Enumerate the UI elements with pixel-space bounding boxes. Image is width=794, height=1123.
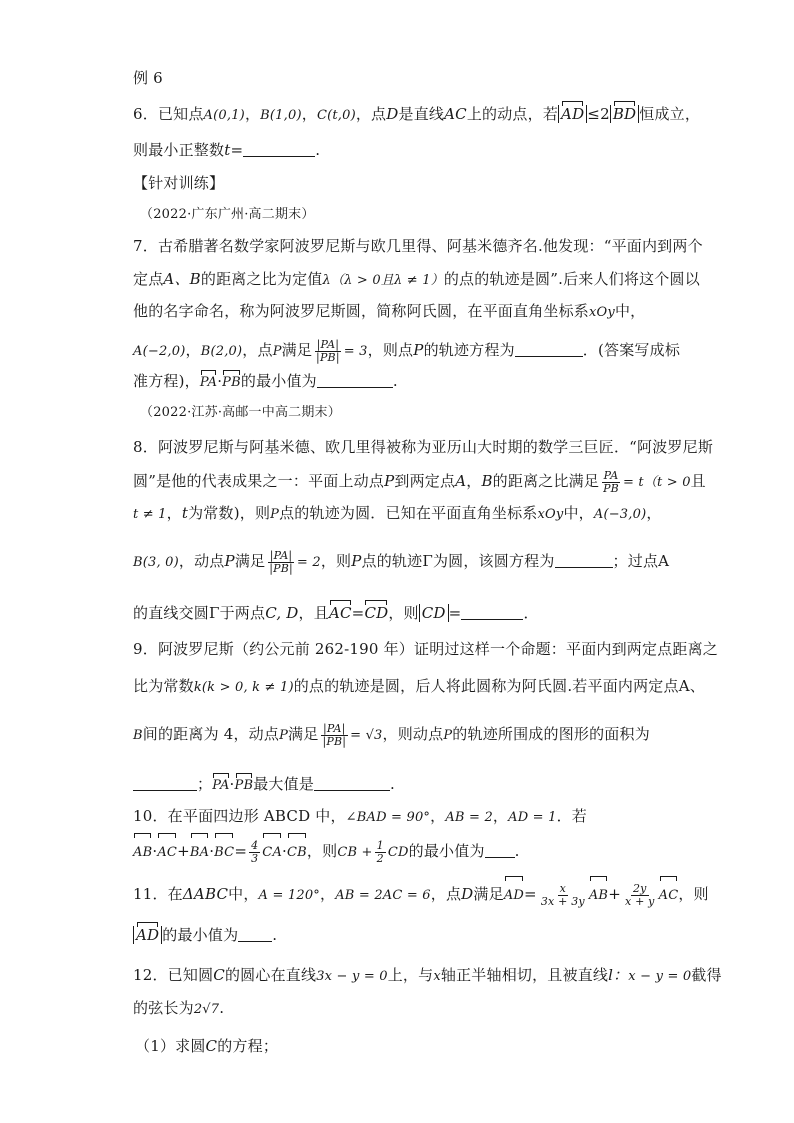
sep: ， — [646, 504, 662, 522]
circle-c: C — [213, 966, 225, 984]
q8-text: ，且 — [298, 604, 329, 622]
q10-text: . — [514, 842, 520, 860]
k-condition: k(k > 0, k ≠ 1) — [193, 680, 294, 695]
sep: 、 — [689, 677, 705, 695]
point-a: A(0,1) — [203, 108, 245, 123]
vector-ba: BA — [190, 836, 209, 870]
lambda-condition: λ（λ > 0且λ ≠ 1） — [322, 273, 444, 288]
vector-ac: AC — [328, 604, 352, 622]
point-p: P — [351, 552, 362, 570]
abs-ad — [558, 105, 587, 123]
sep: ， — [320, 885, 336, 903]
fraction-coef1 — [539, 883, 587, 908]
point-p: P — [272, 344, 282, 359]
fraction-denominator: |PB| — [269, 561, 293, 575]
q8-text: 中， — [563, 504, 594, 522]
point-c: C(t,0) — [316, 108, 356, 123]
sep: ， — [301, 105, 317, 123]
q9-text: ； — [197, 775, 213, 793]
point-p: P — [443, 728, 453, 743]
fraction-numerator: 1 — [376, 838, 384, 852]
example-label: 例 6 — [133, 69, 163, 87]
point-b: B — [133, 728, 143, 743]
q7-line1: 7．古希腊著名数学家阿波罗尼斯与欧几里得、阿基米德齐名.他发现：“平面内到两个 — [133, 237, 703, 255]
dot-sign: · — [217, 372, 223, 390]
point-p: P — [413, 341, 424, 359]
q12-text: 的方程； — [217, 1037, 279, 1055]
ratio-fraction — [601, 470, 621, 495]
q8-text: 的直线交圆Γ于两点 — [133, 604, 266, 622]
q6-text: 上的动点，若 — [466, 105, 559, 123]
q12-text: 的弦长为 — [133, 999, 194, 1017]
vector-pa: PA — [200, 373, 217, 393]
fraction-denominator: PB — [603, 481, 619, 495]
q7-text: 准方程)， — [133, 372, 200, 390]
q8-line2 — [133, 466, 706, 496]
q8-line5 — [133, 603, 539, 623]
vector-ab: AB — [133, 836, 152, 870]
point-b: B(1,0) — [260, 108, 302, 123]
q8-text: 满足 — [234, 552, 266, 570]
q6-text: 是直线 — [398, 105, 445, 123]
point-p: P — [384, 472, 395, 490]
q6-line1 — [133, 104, 700, 126]
q12-line1 — [133, 965, 722, 987]
vector-cb: CB — [287, 836, 307, 870]
q12-text: 的圆心在直线 — [224, 966, 317, 984]
sep: ， — [492, 807, 509, 825]
q6-text: 则最小正整数 — [133, 141, 225, 159]
q9-text: ，则动点 — [382, 725, 444, 743]
line-l: l： — [608, 966, 629, 984]
eq-sign: = — [230, 141, 244, 159]
fraction-numerator: |PA| — [269, 548, 293, 562]
eq-sign: = — [234, 842, 248, 860]
q10-text: ，则 — [306, 842, 338, 860]
answer-blank[interactable] — [133, 776, 197, 791]
q12-text: . — [219, 999, 225, 1017]
q12-text: 截得 — [691, 966, 722, 984]
q7-text: . — [392, 372, 398, 390]
dot-sign: · — [152, 842, 158, 860]
line-equation: 3x − y = 0 — [316, 969, 388, 984]
point-d: D — [461, 885, 474, 903]
vector-ac: AC — [157, 836, 177, 870]
q8-text: ；过点A — [612, 552, 670, 570]
q9-line1: 9．阿波罗尼斯（约公元前 262-190 年）证明过这样一个命题：平面内到两定点距离之 — [133, 640, 719, 658]
fraction-four-thirds — [249, 840, 260, 865]
q7-text: 定点 — [133, 270, 164, 288]
abs-bd — [610, 105, 639, 123]
point-b: B(2,0) — [200, 344, 243, 359]
point-p: P — [279, 728, 289, 743]
fraction-denominator: x + y — [624, 894, 655, 908]
q12-line2 — [133, 998, 224, 1020]
length-ab: AB = 2 — [445, 810, 493, 825]
fraction-numerator: |PA| — [316, 337, 340, 351]
q8-source: （2022·江苏·高邮一中高二期末） — [140, 405, 341, 420]
circle-c: C — [205, 1037, 218, 1055]
le-sign: ≤2 — [587, 105, 610, 123]
q8-text: 到两定点 — [394, 472, 456, 490]
point-p: P — [224, 552, 235, 570]
q7-text: 的距离之比为定值 — [200, 270, 323, 288]
q8-line3 — [133, 503, 662, 525]
var-t: t — [181, 504, 189, 522]
abs-ad — [133, 926, 162, 944]
point-p: P — [270, 507, 280, 522]
chord-length: 2√7 — [193, 1002, 220, 1017]
answer-blank[interactable] — [461, 605, 523, 620]
vector-cd: CD — [364, 604, 389, 622]
q7-text: 的点的轨迹是圆”.后来人们将这个圆以 — [443, 270, 700, 288]
sep: ， — [466, 472, 482, 490]
expression: CD — [387, 845, 409, 860]
vector-ca: CA — [262, 836, 282, 870]
coord-system: xOy — [589, 305, 615, 320]
fraction-denominator: 3 — [251, 851, 259, 865]
line-ac: AC — [444, 105, 467, 123]
q9-text: . — [390, 775, 395, 793]
dot-sign: · — [229, 775, 235, 793]
fraction-denominator: 3x + 3y — [540, 894, 585, 908]
q9-line2 — [133, 676, 705, 698]
vector-ac: AC — [659, 879, 679, 913]
q7-source: （2022·广东广州·高二期末） — [140, 207, 315, 222]
q6-line2 — [133, 140, 320, 160]
angle-bad: ∠BAD = 90° — [345, 810, 431, 825]
line-equation: x − y = 0 — [628, 969, 692, 984]
eq-sign: = — [448, 604, 462, 622]
q12-text: 轴正半轴相切，且被直线 — [440, 966, 609, 984]
q8-line4 — [133, 545, 669, 577]
length-relation: AB = 2AC = 6 — [335, 888, 431, 903]
q8-text: 点的轨迹为圆．已知在平面直角坐标系 — [279, 504, 538, 522]
length-ad: AD = 1 — [508, 810, 557, 825]
vector-bc: BC — [214, 836, 234, 870]
vector-ab: AB — [589, 879, 608, 913]
q11-text: . — [272, 926, 278, 944]
dot-sign: · — [282, 842, 288, 860]
q9-line4 — [133, 774, 395, 796]
fraction-numerator: PA — [603, 468, 619, 482]
q8-text: ，动点 — [178, 552, 225, 570]
abs-cd: CD — [419, 604, 449, 622]
t-condition: = t（t > 0 — [622, 475, 691, 490]
fraction-coef2 — [623, 883, 657, 908]
q8-text: ，则 — [388, 604, 419, 622]
q11-line2 — [133, 925, 277, 945]
q6-text: . — [315, 141, 321, 159]
point-a: A — [455, 472, 467, 490]
answer-blank[interactable] — [238, 927, 272, 942]
ratio-fraction — [267, 550, 295, 575]
q7-line4 — [133, 334, 680, 366]
sep: ， — [430, 807, 446, 825]
answer-blank[interactable] — [515, 342, 583, 357]
points-ab: A、B — [163, 270, 201, 288]
q7-line3 — [133, 301, 645, 323]
q7-text: 的最小值为 — [240, 372, 317, 390]
q9-line3 — [133, 718, 650, 750]
fraction-denominator: 2 — [376, 851, 384, 865]
sep: ， — [185, 341, 201, 359]
q10-text: 10．在平面四边形 ABCD 中， — [133, 807, 346, 825]
point-a: A — [678, 677, 690, 695]
sep: ， — [244, 105, 261, 123]
triangle-abc: ΔABC — [182, 885, 229, 903]
var-x: x — [433, 969, 441, 984]
expression: CB + — [337, 845, 373, 860]
ratio-fraction — [314, 339, 342, 364]
answer-blank[interactable] — [555, 553, 613, 568]
q10-line2 — [133, 834, 520, 868]
eq-sign: = — [351, 604, 365, 622]
q9-text: 的点的轨迹是圆，后人将此圆称为阿氏圆.若平面内两定点 — [293, 677, 679, 695]
fraction-denominator: |PB| — [322, 734, 347, 748]
fraction-denominator: |PB| — [316, 350, 340, 364]
vector-pb: PB — [222, 373, 241, 393]
sep: ， — [166, 504, 182, 522]
q8-line1: 8．阿波罗尼斯与阿基米德、欧几里得被称为亚历山大时期的数学三巨匠．“阿波罗尼斯 — [133, 438, 714, 456]
eq-value: = 2 — [296, 555, 321, 570]
q7-line5 — [133, 371, 398, 393]
q11-text: 11．在 — [133, 885, 183, 903]
t-condition: t ≠ 1 — [133, 507, 167, 522]
q8-text: 圆”是他的代表成果之一：平面上动点 — [133, 472, 385, 490]
vector-bd: BD — [612, 105, 637, 123]
vector-ad: AD — [504, 879, 524, 913]
q11-text: ，点 — [430, 885, 462, 903]
q7-text: ．(答案写成标 — [582, 341, 681, 359]
point-a: A(−3,0) — [593, 507, 647, 522]
eq-sign: = — [524, 885, 537, 903]
q10-line1 — [133, 806, 587, 828]
answer-blank[interactable] — [314, 776, 390, 791]
q8-text: 点的轨迹Γ为圆，该圆方程为 — [361, 552, 555, 570]
q8-text: 的距离之比满足 — [492, 472, 600, 490]
q8-text: ，则 — [320, 552, 352, 570]
q6-text: 6．已知点 — [133, 105, 204, 123]
q8-text: ． — [523, 604, 539, 622]
point-a: A(−2,0) — [133, 344, 186, 359]
q8-text: 为常数)，则 — [188, 504, 271, 522]
answer-blank[interactable] — [485, 843, 515, 858]
q6-text: ，点 — [355, 105, 387, 123]
angle-a: A = 120° — [258, 888, 321, 903]
ratio-fraction — [320, 723, 348, 748]
q9-text: 比为常数 — [133, 677, 194, 695]
q10-text: ．若 — [556, 807, 587, 825]
q11-text: ，则 — [678, 885, 709, 903]
fraction-numerator: 2y — [632, 881, 647, 895]
fraction-numerator: x — [559, 881, 567, 895]
q7-text: ，则点 — [367, 341, 414, 359]
coord-system: xOy — [537, 507, 564, 522]
answer-blank[interactable] — [243, 142, 315, 157]
fraction-numerator: |PA| — [323, 721, 346, 735]
q7-line2 — [133, 269, 700, 291]
vector-ad: AD — [561, 105, 585, 123]
q7-text: 他的名字命名，称为阿波罗尼斯圆，简称阿氏圆，在平面直角坐标系 — [133, 302, 590, 320]
point-b: B(3, 0) — [133, 555, 179, 570]
q6-text: 恒成立， — [639, 105, 701, 123]
q11-text: 满足 — [473, 885, 504, 903]
q10-text: 的最小值为 — [408, 842, 485, 860]
point-d: D — [386, 105, 399, 123]
eq-value: = 3 — [343, 344, 368, 359]
q7-text: 满足 — [281, 341, 313, 359]
q12-text: 12．已知圆 — [133, 966, 214, 984]
q12-text: （1）求圆 — [135, 1037, 206, 1055]
q9-text: 间的距离为 4，动点 — [142, 725, 280, 743]
vector-pb: PB — [235, 776, 254, 796]
dot-sign: · — [209, 842, 215, 860]
q12-sub1 — [135, 1036, 278, 1056]
q8-text: 且 — [690, 472, 706, 490]
q11-text: 的最小值为 — [162, 926, 239, 944]
q11-line1 — [133, 877, 709, 911]
q12-text: 上，与 — [387, 966, 434, 984]
point-b: B — [481, 472, 493, 490]
q7-text: 中， — [614, 302, 646, 320]
fraction-half — [375, 840, 386, 865]
q9-text: 的轨迹所围成的图形的面积为 — [452, 725, 650, 743]
vector-pa: PA — [212, 776, 229, 796]
vector-ad: AD — [136, 926, 160, 944]
q9-text: 最大值是 — [253, 775, 315, 793]
q9-text: 满足 — [288, 725, 319, 743]
eq-value: = √3 — [350, 728, 383, 743]
plus-sign: + — [177, 842, 190, 860]
q11-text: 中， — [228, 885, 259, 903]
answer-blank[interactable] — [317, 373, 393, 388]
training-header: 【针对训练】 — [133, 174, 225, 192]
var-t: t — [224, 141, 231, 159]
plus-sign: + — [608, 885, 621, 903]
fraction-numerator: 4 — [251, 838, 259, 852]
q7-text: 的轨迹方程为 — [423, 341, 515, 359]
q7-text: ，点 — [242, 341, 273, 359]
points-cd: C, D — [265, 604, 299, 622]
